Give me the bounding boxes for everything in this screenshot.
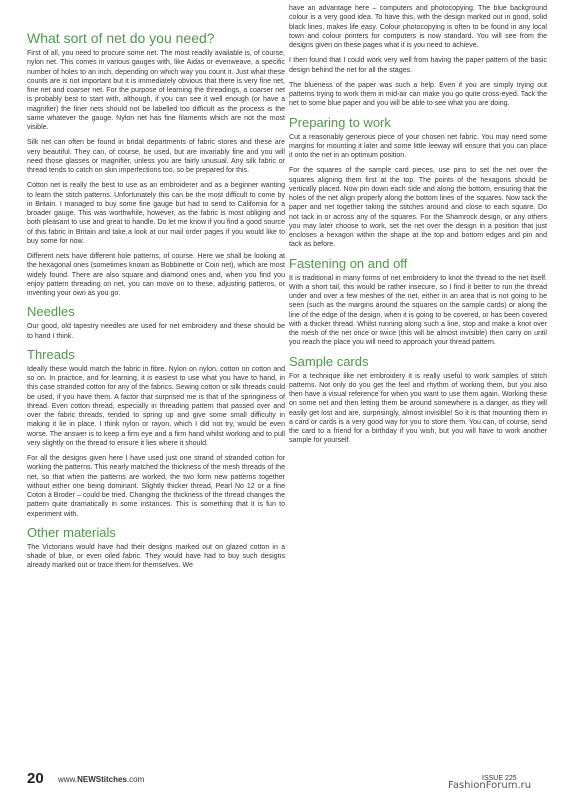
paragraph: First of all, you need to procure some net. The most readily available is, of course, nylon net. This comes in various gauges with, like Aidas or evenweave, a specific number of holes to an inch, depending on which way you count it. Just what these counts are is not important but it is immediately obvious that there is very fine net, fine net and coarser net. For the purpose of learning the threadings, a coarser net is probably best to start with, although, if you can see it well enough (or have a magnifier) the finer nets should not be labelled too difficult as the process is the same whatever the gauge. Nylon net has fine filaments which are not the most visible. — [27, 50, 285, 131]
right-column — [289, 4, 547, 452]
paragraph: For all the designs given here I have used just one strand of stranded cotton for working the patterns. This nearly matched the thickness of the mesh threads of the net, so that when the patterns are worked, the two form new patterns together without either one being dominant. Slightly thicker thread, Pearl No 12 or a fine Coton à Broder – could be tried. Changing the thickness of the thread changes the pattern quite dramatically in some instances. This is something that it is fun to experiment with. — [27, 455, 285, 518]
heading-other-materials: Other materials — [27, 524, 116, 540]
paragraph: Ideally these would match the fabric in fibre. Nylon on nylon, cotton on cotton and so on. In practice, and for learning, it is easiest to use what you have to hand, in this case stranded cotton for any of the fabrics. Sewing cotton or silk threads could be used, if you have them. A factor that surprised me is that of the springiness of thread. Even cotton thread, especially in threading pattern that passed over and over the fabric threads, tended to spring up and give some small difficulty in making it lie in place. I think nylon or rayon, which I did not try, would be even worse. The answer is to keep a firm eye and a firm hand whilst working and to pull very slightly on the thread to ensure it lies where it should. — [27, 365, 285, 447]
paragraph: Different nets have different hole patterns, of course. Here we shall be looking at the hexagonal ones (sometimes known as Bobbinette or Coin net), which are most widely found. There are also square and diamond ones and, when you find you enjoy pattern threading on net, you can move on to these, adjusting patterns, or inventing your own as you go. — [27, 253, 285, 297]
issue-label: ISSUE 225 — [482, 775, 517, 782]
paragraph: Cotton net is really the best to use as an embroiderer and as a beginner wanting to learn the stitch patterns. Unfortunately this can be the most difficult to come by in Britain. I managed to buy some fine gauge but had to send to California for a broader gauge. This was worthwhile, however, as the fabric is most obliging and both pleasant to use and great to handle. Do let me know if you find a good source of this fabric in Britain and take a look at our mail order pages if you would like to buy some for now. — [27, 182, 285, 245]
heading-net: What sort of net do you need? — [27, 30, 215, 46]
paragraph: Our good, old tapestry needles are used for net embroidery and these should be to hand I think. — [27, 323, 285, 340]
site-url[interactable] — [58, 775, 144, 784]
paragraph: have an advantage here – computers and photocopying. The blue background colour is a very good idea. To have this, with the design marked out in good, solid black lines, makes life easy. Colour photocopying is often to be found in any local town and colour printers for computers is now standard. You will see from the designs given on these pages what it is you need to achieve. — [289, 5, 547, 49]
heading-sample-cards: Sample cards — [289, 353, 369, 369]
paragraph: Cut a reasonably generous piece of your chosen net fabric. You may need some margins for mounting it later and some little leeway will ensure that you can place it onto the net in an optimum position. — [289, 133, 547, 159]
site-suffix: .com — [126, 775, 145, 784]
paragraph: It is traditional in many forms of net embroidery to knot the thread to the net itself. With a short tail, this would be rather insecure, so I find it better to run the thread under and over a few meshes of the net, either in an area that is not going to be seen (such as the margins around the squares on the sample cards) or along the line of the edge of the design, when it is going to be covered, or has been covered with a thicker thread. Whilst running along such a line, stop and make a knot over the mesh of the net once or twice (this will be almost invisible) then carry on until you reach the place you will need to approach your thread pattern. — [289, 274, 547, 347]
site-brand: NEWStitches — [77, 775, 127, 784]
heading-fastening: Fastening on and off — [289, 255, 408, 271]
heading-needles: Needles — [27, 304, 75, 320]
left-column — [27, 4, 285, 577]
paragraph: The Victorians would have had their designs marked out on glazed cotton in a shade of blue, or even oiled fabric. They would have had to buy such designs already marked out or trace them for themselves. We — [27, 543, 285, 570]
paragraph: For the squares of the sample card pieces, use pins to set the net over the squares aligning them first at the top. The points of the hexagons should be vertically placed. Now pin down each side and along the bottom, ensuring that the holes of the net align properly along the bottom lines of the squares. Now tack the paper and net together taking the stitches around and close to each square. Do not tack in or across any of the squares. For the Shamrock design, or any others you may later choose to work, set the net over the design in a position that just encloses a hexagon within the shape at the top and bottom edges and pin and tack as before. — [289, 167, 547, 249]
paragraph: The blueness of the paper was such a help. Even if you are simply trying out patterns trying to work them in mid-air can make you go quite cross-eyed. Tack the net to some blue paper and you will be able to see what you are doing. — [289, 81, 547, 108]
site-prefix: www. — [58, 775, 78, 784]
watermark: FashionForum.ru — [448, 780, 532, 791]
paragraph: I then found that I could work very well from having the paper pattern of the basic design behind the net for all the stages. — [289, 57, 547, 74]
heading-preparing: Preparing to work — [289, 114, 391, 130]
paragraph: For a technique like net embroidery it is really useful to work samples of stitch patterns. Not only do you get the feel and rhythm of working them, but you also then have a visual reference for when you want to use them again. Working these on some net and then letting them be around somewhere is a danger, as they will easily get lost and are, surprisingly, almost invisible! So it is that mounting them in a card or cards is a very good way for you to store them. You can, of course, send the card to a friend for a birthday if you wish, but you will have to work another sample for yourself. — [289, 372, 547, 445]
heading-threads: Threads — [27, 346, 75, 362]
paragraph: Silk net can often be found in bridal departments of fabric stores and these are very beautiful. They can, of course, be used, but are invariably fine and you will need those glasses or magnifier, unless you are fairly unusual. Any silk fabric or thread tends to catch on skin imperfections too, so be prepared for this. — [27, 139, 285, 174]
page-number: 20 — [27, 770, 44, 787]
